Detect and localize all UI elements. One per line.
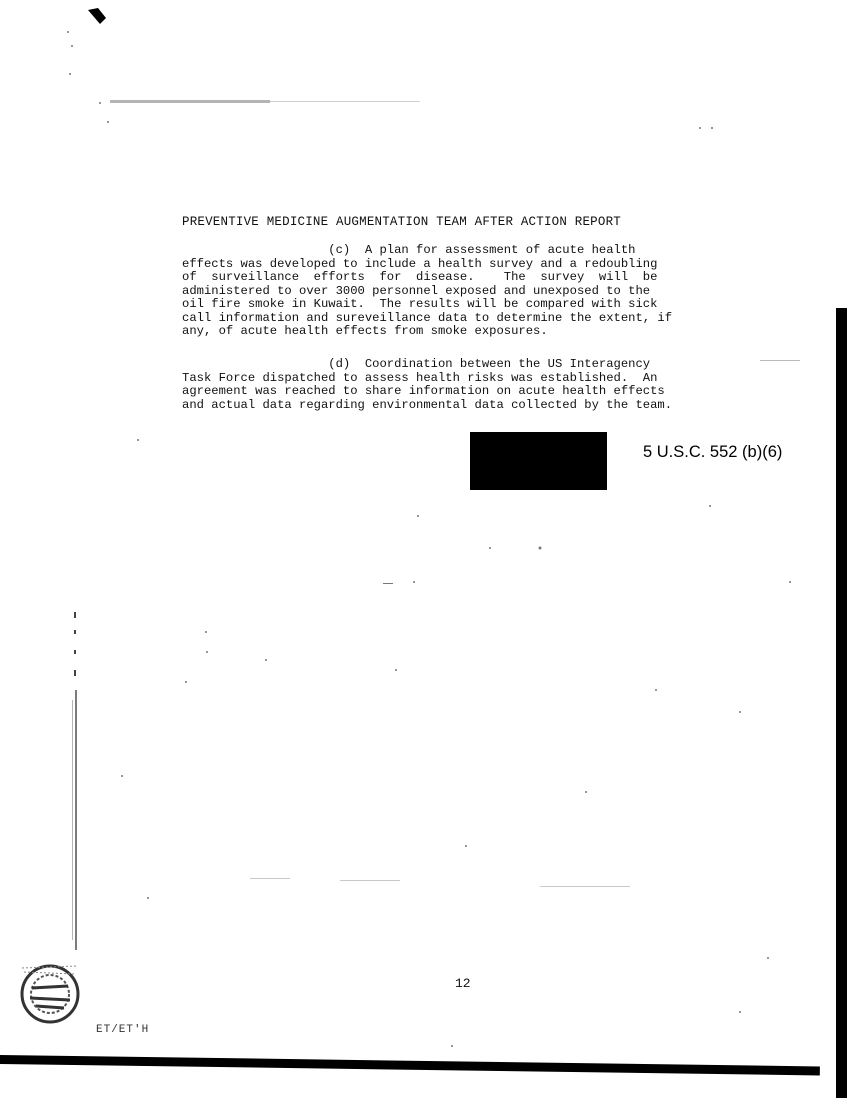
seal-stamp-icon: [18, 958, 88, 1028]
paragraph-d-line: (d) Coordination between the US Interagency: [182, 357, 651, 371]
stamp-text: ET/ET'H: [96, 1024, 150, 1036]
page-number: 12: [455, 976, 471, 991]
paragraph-c-line: effects was developed to include a health survey and a redoubling: [182, 256, 658, 271]
paragraph-c-line: any, of acute health effects from smoke exposures.: [182, 324, 548, 338]
paragraph-c-line: of surveillance efforts for disease. The survey will be: [182, 270, 658, 284]
paragraph-c-line: (c) A plan for assessment of acute health: [182, 243, 636, 257]
report-title: PREVENTIVE MEDICINE AUGMENTATION TEAM AFTER ACTION REPORT: [182, 215, 621, 229]
paragraph-c-line: administered to over 3000 personnel exposed and unexposed to the: [182, 283, 651, 298]
paragraph-c-line: call information and sureveillance data to determine the extent, if: [182, 310, 673, 325]
paragraph-c: [182, 244, 750, 339]
redaction-exemption-label: 5 U.S.C. 552 (b)(6): [643, 443, 783, 461]
paragraph-d-line: agreement was reached to share information on acute health effects: [182, 384, 665, 398]
scan-border-right: [836, 308, 847, 1098]
redaction-box: [470, 432, 607, 490]
paragraph-d-line: and actual data regarding environmental data collected by the team.: [182, 397, 673, 412]
paragraph-d: [182, 358, 750, 412]
paragraph-c-line: oil fire smoke in Kuwait. The results will be compared with sick: [182, 297, 658, 311]
paragraph-d-line: Task Force dispatched to assess health risks was established. An: [182, 370, 658, 385]
